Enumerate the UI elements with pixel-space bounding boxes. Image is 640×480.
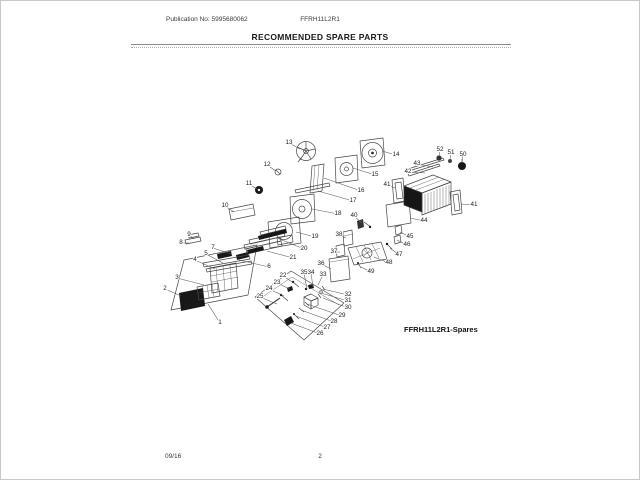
part-drain-tray xyxy=(348,242,387,265)
part-number-label: 28 xyxy=(330,318,338,326)
part-number-label: 51 xyxy=(447,149,455,157)
footer-date: 09/16 xyxy=(165,453,182,460)
part-number-label: 27 xyxy=(323,324,331,332)
part-number-label: 38 xyxy=(335,231,343,239)
part-channel-41-left xyxy=(392,178,405,203)
part-number-label: 5 xyxy=(204,250,208,258)
part-number-label: 7 xyxy=(211,244,215,252)
part-blower-housing xyxy=(290,194,315,224)
part-number-label: 2 xyxy=(163,285,167,293)
part-number-label: 25 xyxy=(256,293,264,301)
part-number-label: 41 xyxy=(470,201,478,209)
part-number-label: 33 xyxy=(319,271,327,279)
part-number-label: 45 xyxy=(406,233,414,241)
part-rail xyxy=(295,183,330,193)
part-number-label: 48 xyxy=(385,259,393,267)
part-number-label: 26 xyxy=(316,330,324,338)
part-number-label: 10 xyxy=(221,202,229,210)
part-compressor-mount xyxy=(304,294,318,309)
part-number-label: 30 xyxy=(344,304,352,312)
part-tray xyxy=(229,204,255,220)
part-number-label: 36 xyxy=(317,260,325,268)
part-cabinet-shell xyxy=(404,175,451,215)
part-motor-bracket xyxy=(335,155,358,183)
part-number-label: 4 xyxy=(193,256,197,264)
part-number-label: 3 xyxy=(175,274,179,282)
footer-page-number: 2 xyxy=(318,453,322,460)
part-pan-hardware xyxy=(265,281,325,326)
part-grommet xyxy=(255,186,263,194)
part-number-label: 8 xyxy=(179,239,183,247)
part-number-label: 37 xyxy=(330,248,338,256)
part-number-label: 35 xyxy=(300,269,308,277)
part-number-label: 43 xyxy=(413,160,421,168)
publication-number: Publication No: 5995680062 xyxy=(166,16,248,23)
part-number-label: 11 xyxy=(245,180,253,188)
part-number-label: 15 xyxy=(371,171,379,179)
part-number-label: 22 xyxy=(279,272,287,280)
part-number-label: 12 xyxy=(263,161,271,169)
part-number-label: 31 xyxy=(344,297,352,305)
part-box-38 xyxy=(343,230,353,246)
page-title: RECOMMENDED SPARE PARTS xyxy=(251,32,389,42)
part-screw xyxy=(275,169,281,175)
part-number-label: 19 xyxy=(311,233,319,241)
part-number-label: 9 xyxy=(187,231,191,239)
part-channel-41-right xyxy=(450,190,462,215)
part-number-label: 14 xyxy=(392,151,400,159)
part-number-label: 52 xyxy=(436,146,444,154)
part-number-label: 20 xyxy=(300,245,308,253)
part-screw-49 xyxy=(357,262,361,268)
part-fan-guard xyxy=(360,138,385,168)
part-number-label: 32 xyxy=(344,291,352,299)
part-fasteners-45-47 xyxy=(386,225,402,249)
part-number-label: 34 xyxy=(307,269,315,277)
part-number-label: 18 xyxy=(334,210,342,218)
spares-label: FFRH11L2R1-Spares xyxy=(404,325,478,334)
part-number-label: 41 xyxy=(383,181,391,189)
part-number-label: 46 xyxy=(403,241,411,249)
part-number-label: 6 xyxy=(267,263,271,271)
part-number-label: 47 xyxy=(395,251,403,259)
part-number-label: 42 xyxy=(404,168,412,176)
part-number-label: 49 xyxy=(367,268,375,276)
part-number-label: 23 xyxy=(273,279,281,287)
leader-line xyxy=(165,289,181,296)
model-number: FFRH11L2R1 xyxy=(300,16,340,23)
leader-line xyxy=(318,191,353,201)
part-fan-blade xyxy=(297,142,316,163)
part-number-label: 44 xyxy=(420,217,428,225)
part-number-label: 17 xyxy=(349,197,357,205)
part-number-label: 50 xyxy=(459,151,467,159)
exploded-parts-diagram xyxy=(1,1,640,480)
part-number-label: 13 xyxy=(285,139,293,147)
part-number-label: 21 xyxy=(289,254,297,262)
part-number-label: 1 xyxy=(218,319,222,327)
part-capacitor xyxy=(329,256,350,282)
part-number-label: 40 xyxy=(350,212,358,220)
leader-line xyxy=(177,278,204,285)
part-number-label: 16 xyxy=(357,187,365,195)
part-number-label: 29 xyxy=(338,312,346,320)
part-number-label: 24 xyxy=(265,285,273,293)
